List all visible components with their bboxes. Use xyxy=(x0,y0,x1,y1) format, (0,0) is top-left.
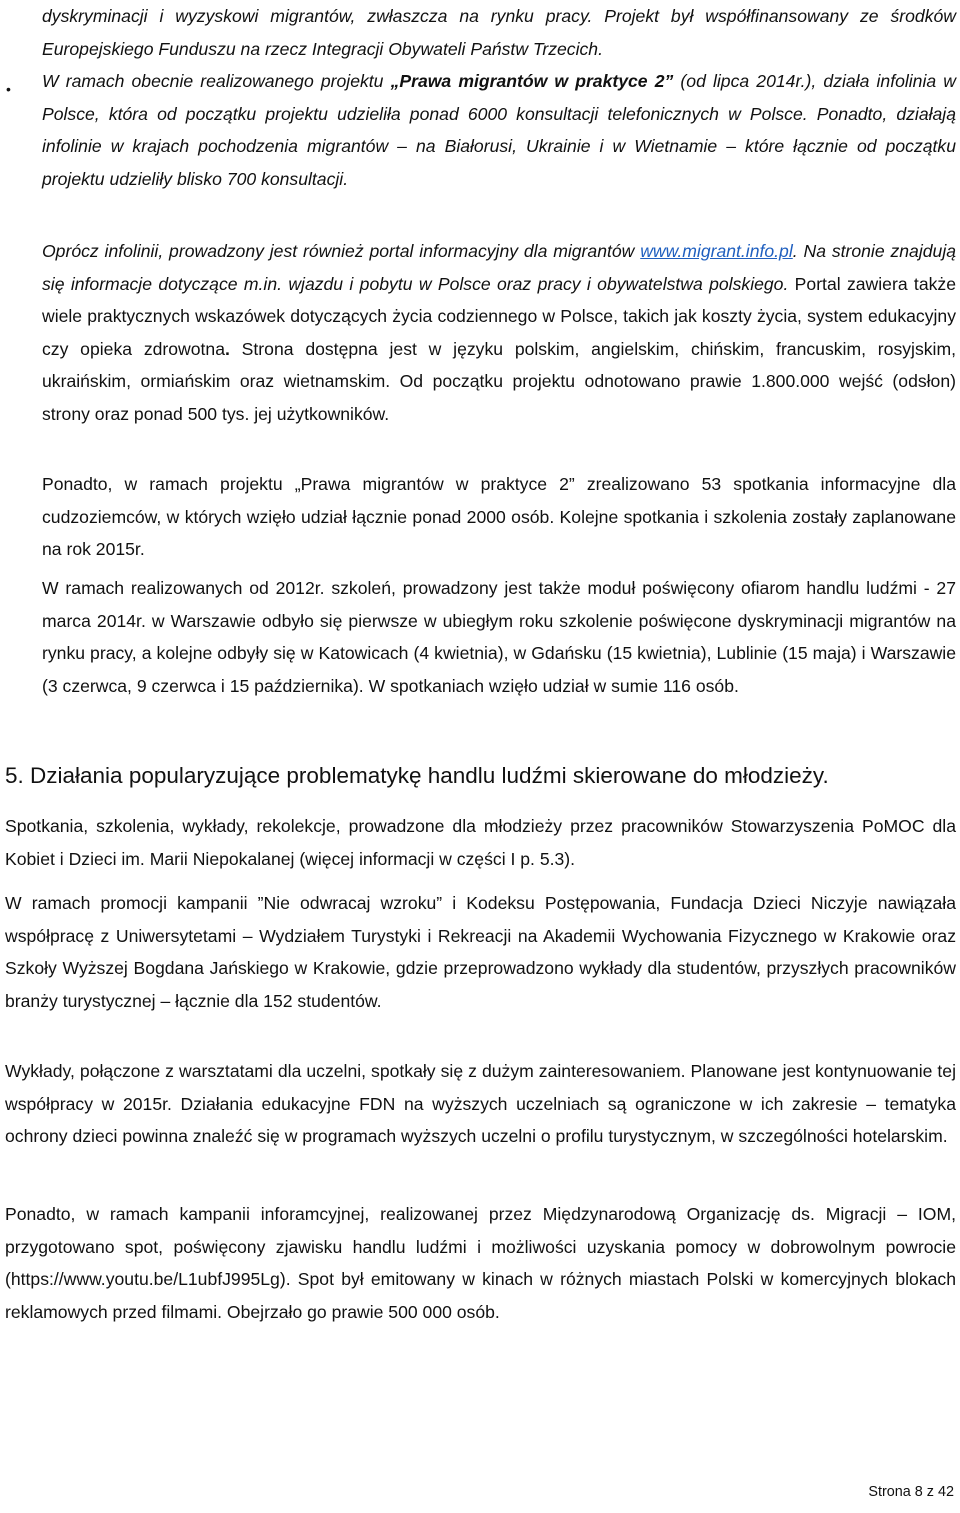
paragraph-infolinia: W ramach obecnie realizowanego projektu „Prawa migrantów w praktyce 2” (od lipca 2014r.), działa infolinia w Polsce, która od początku projektu udzieliła ponad 6000 konsultacji telefonicznych w Polsce. Ponadto, działają infolinie w krajach pochodzenia migrantów – na Białorusi, Ukrainie i w Wietnamie – które łącznie od początku projektu udzieliły blisko 700 konsultacji. xyxy=(42,71,957,189)
paragraph-pomoc: Spotkania, szkolenia, wykłady, rekolekcje, prowadzone dla młodzieży przez pracowników Stowarzyszenia PoMOC dla Kobiet i Dzieci im. Marii Niepokalanej (więcej informacji w części I p. 5.3). xyxy=(5,816,956,869)
paragraph-iom: Ponadto, w ramach kampanii inforamcyjnej, realizowanej przez Międzynarodową Organizację ds. Migracji – IOM, przygotowano spot, poświęcony zjawisku handlu ludźmi i możliwości uzyskania pomocy w dobrowolnym powrocie (https://www.youtu.be/L1ubfJ995Lg). Spot był emitowany w kinach w różnych miastach Polski w komercyjnych blokach reklamowych przed filmami. Obejrzało go prawie 500 000 osób. xyxy=(5,1204,956,1322)
paragraph-szkolenia: W ramach realizowanych od 2012r. szkoleń, prowadzony jest także moduł poświęcony ofiarom handlu ludźmi - 27 marca 2014r. w Warszawie odbyło się pierwsze w ubiegłym roku szkolenie poświęcone dyskryminacji migrantów na rynku pracy, a kolejne odbyły się w Katowicach (4 kwietnia), w Gdańsku (15 kwietnia), Lublinie (15 maja) i Warszawie (3 czerwca, 9 czerwca i 15 października). W spotkaniach wzięło udział w sumie 116 osób. xyxy=(42,578,956,696)
paragraph-continuation: dyskryminacji i wyzyskowi migrantów, zwłaszcza na rynku pracy. Projekt był współfinansowany ze środków Europejskiego Funduszu na rzecz Integracji Obywateli Państw Trzecich. xyxy=(42,6,956,59)
section-heading: 5. Działania popularyzujące problematykę handlu ludźmi skierowane do młodzieży. xyxy=(5,763,829,788)
paragraph-kampania: W ramach promocji kampanii ”Nie odwracaj wzroku” i Kodeksu Postępowania, Fundacja Dzieci Niczyje nawiązała współpracę z Uniwersytetami – Wydziałem Turystyki i Rekreacji na Akademii Wychowania Fizycznego w Krakowie oraz Szkoły Wyższej Bogdana Jańskiego w Krakowie, gdzie przeprowadzono wykłady dla studentów, przyszłych pracowników branży turystycznej – łącznie dla 152 studentów. xyxy=(5,893,956,1011)
bullet-marker: • xyxy=(6,81,11,97)
page-number: Strona 8 z 42 xyxy=(868,1484,954,1500)
paragraph-wyklady: Wykłady, połączone z warsztatami dla uczelni, spotkały się z dużym zainteresowaniem. Planowane jest kontynuowanie tej współpracy w 2015r. Działania edukacyjne FDN na wyższych uczelniach są ograniczone w ich zakresie – tematyka ochrony dzieci powinna znaleźć się w programach wyższych uczelni o profilu turystycznym, w szczególności hotelarskim. xyxy=(5,1061,956,1146)
portal-link[interactable]: www.migrant.info.pl xyxy=(640,241,793,261)
paragraph-spotkania: Ponadto, w ramach projektu „Prawa migrantów w praktyce 2” zrealizowano 53 spotkania informacyjne dla cudzoziemców, w których wzięło udział łącznie ponad 2000 osób. Kolejne spotkania i szkolenia zostały zaplanowane na rok 2015r. xyxy=(42,474,956,559)
project-name: „Prawa migrantów w praktyce 2” xyxy=(390,71,674,91)
paragraph-portal: Oprócz infolinii, prowadzony jest również portal informacyjny dla migrantów www.migrant.info.pl. Na stronie znajdują się informacje dotyczące m.in. wjazdu i pobytu w Polsce oraz pracy i obywatelstwa polskiego. Portal zawiera także wiele praktycznych wskazówek dotyczących życia codziennego w Polsce, takich jak koszty życia, system edukacyjny czy opieka zdrowotna. Strona dostępna jest w języku polskim, angielskim, chińskim, francuskim, rosyjskim, ukraińskim, ormiańskim oraz wietnamskim. Od początku projektu odnotowano prawie 1.800.000 wejść (odsłon) strony oraz ponad 500 tys. jej użytkowników. xyxy=(42,241,957,424)
